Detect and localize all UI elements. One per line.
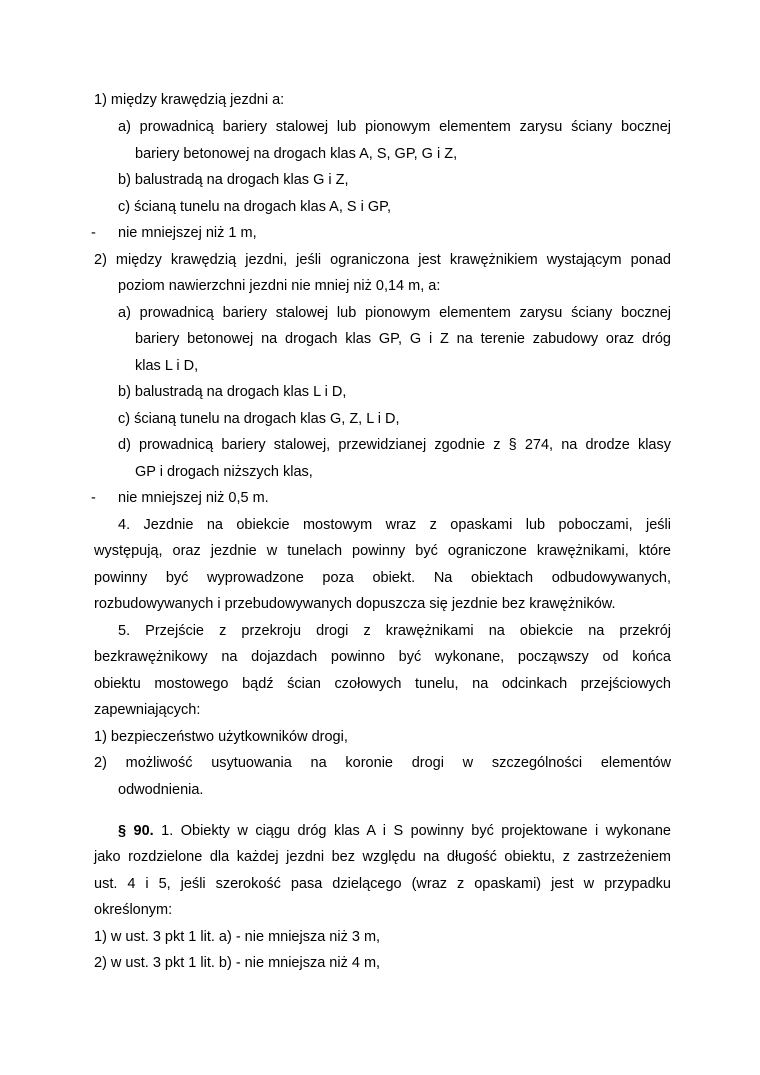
paragraph-5: 5. Przejście z przekroju drogi z krawężnikami na obiekcie na przekrój (118, 623, 671, 639)
dash-item-text: nie mniejszej niż 1 m, (118, 225, 257, 241)
list-item-2: 2) w ust. 3 pkt 1 lit. b) - nie mniejsza niż 4 m, (94, 955, 381, 971)
sublist-item-a-continued: bariery betonowej na drogach klas GP, G i Z na terenie zabudowy oraz dróg (135, 331, 671, 347)
dash-item-text: nie mniejszej niż 0,5 m. (118, 490, 269, 506)
list-item-1: 1) bezpieczeństwo użytkowników drogi, (94, 729, 348, 745)
sublist-item-d-continued: GP i drogach niższych klas, (135, 464, 313, 480)
paragraph-5-line: obiektu mostowego bądź ścian czołowych tunelu, na odcinkach przejściowych (94, 676, 671, 692)
section-90-text: 1. Obiekty w ciągu dróg klas A i S powinny być projektowane i wykonane (153, 823, 671, 839)
section-90-line: ust. 4 i 5, jeśli szerokość pasa dzielącego (wraz z opaskami) jest w przypadku (94, 876, 671, 892)
section-90-paragraph (118, 823, 671, 840)
list-item-2-continued: odwodnienia. (118, 782, 204, 798)
sublist-item-c: c) ścianą tunelu na drogach klas G, Z, L i D, (118, 411, 400, 427)
list-item-2: 2) możliwość usytuowania na koronie drogi w szczególności elementów (94, 755, 671, 771)
list-item-1: 1) między krawędzią jezdni a: (94, 92, 285, 108)
sublist-item-a-continued: klas L i D, (135, 358, 199, 374)
list-item-2-continued: poziom nawierzchni jezdni nie mniej niż 0,14 m, a: (118, 278, 441, 294)
dash-marker: - (91, 225, 96, 241)
sublist-item-d: d) prowadnicą bariery stalowej, przewidzianej zgodnie z § 274, na drodze klasy (118, 437, 671, 453)
sublist-item-c: c) ścianą tunelu na drogach klas A, S i GP, (118, 199, 391, 215)
dash-marker: - (91, 490, 96, 506)
paragraph-4-line: powinny być wyprowadzone poza obiekt. Na obiektach odbudowywanych, (94, 570, 671, 586)
paragraph-4-line: występują, oraz jezdnie w tunelach powinny być ograniczone krawężnikami, które (94, 543, 671, 559)
paragraph-4-line: rozbudowywanych i przebudowywanych dopuszcza się jezdnie bez krawężników. (94, 596, 616, 612)
sublist-item-a: a) prowadnicą bariery stalowej lub pionowym elementem zarysu ściany bocznej (118, 305, 671, 321)
sublist-item-a-continued: bariery betonowej na drogach klas A, S, GP, G i Z, (135, 146, 458, 162)
paragraph-5-line: bezkrawężnikowy na dojazdach powinno być wykonane, począwszy od końca (94, 649, 671, 665)
paragraph-4: 4. Jezdnie na obiekcie mostowym wraz z opaskami lub poboczami, jeśli (118, 517, 671, 533)
section-90-line: jako rozdzielone dla każdej jezdni bez względu na długość obiektu, z zastrzeżeniem (94, 849, 671, 865)
section-90-line: określonym: (94, 902, 173, 918)
list-item-2: 2) między krawędzią jezdni, jeśli ograniczona jest krawężnikiem wystającym ponad (94, 252, 671, 268)
paragraph-5-line: zapewniających: (94, 702, 201, 718)
list-item-1: 1) w ust. 3 pkt 1 lit. a) - nie mniejsza niż 3 m, (94, 929, 381, 945)
sublist-item-b: b) balustradą na drogach klas L i D, (118, 384, 347, 400)
sublist-item-b: b) balustradą na drogach klas G i Z, (118, 172, 349, 188)
sublist-item-a: a) prowadnicą bariery stalowej lub pionowym elementem zarysu ściany bocznej (118, 119, 671, 135)
section-number: § 90. (118, 823, 154, 839)
